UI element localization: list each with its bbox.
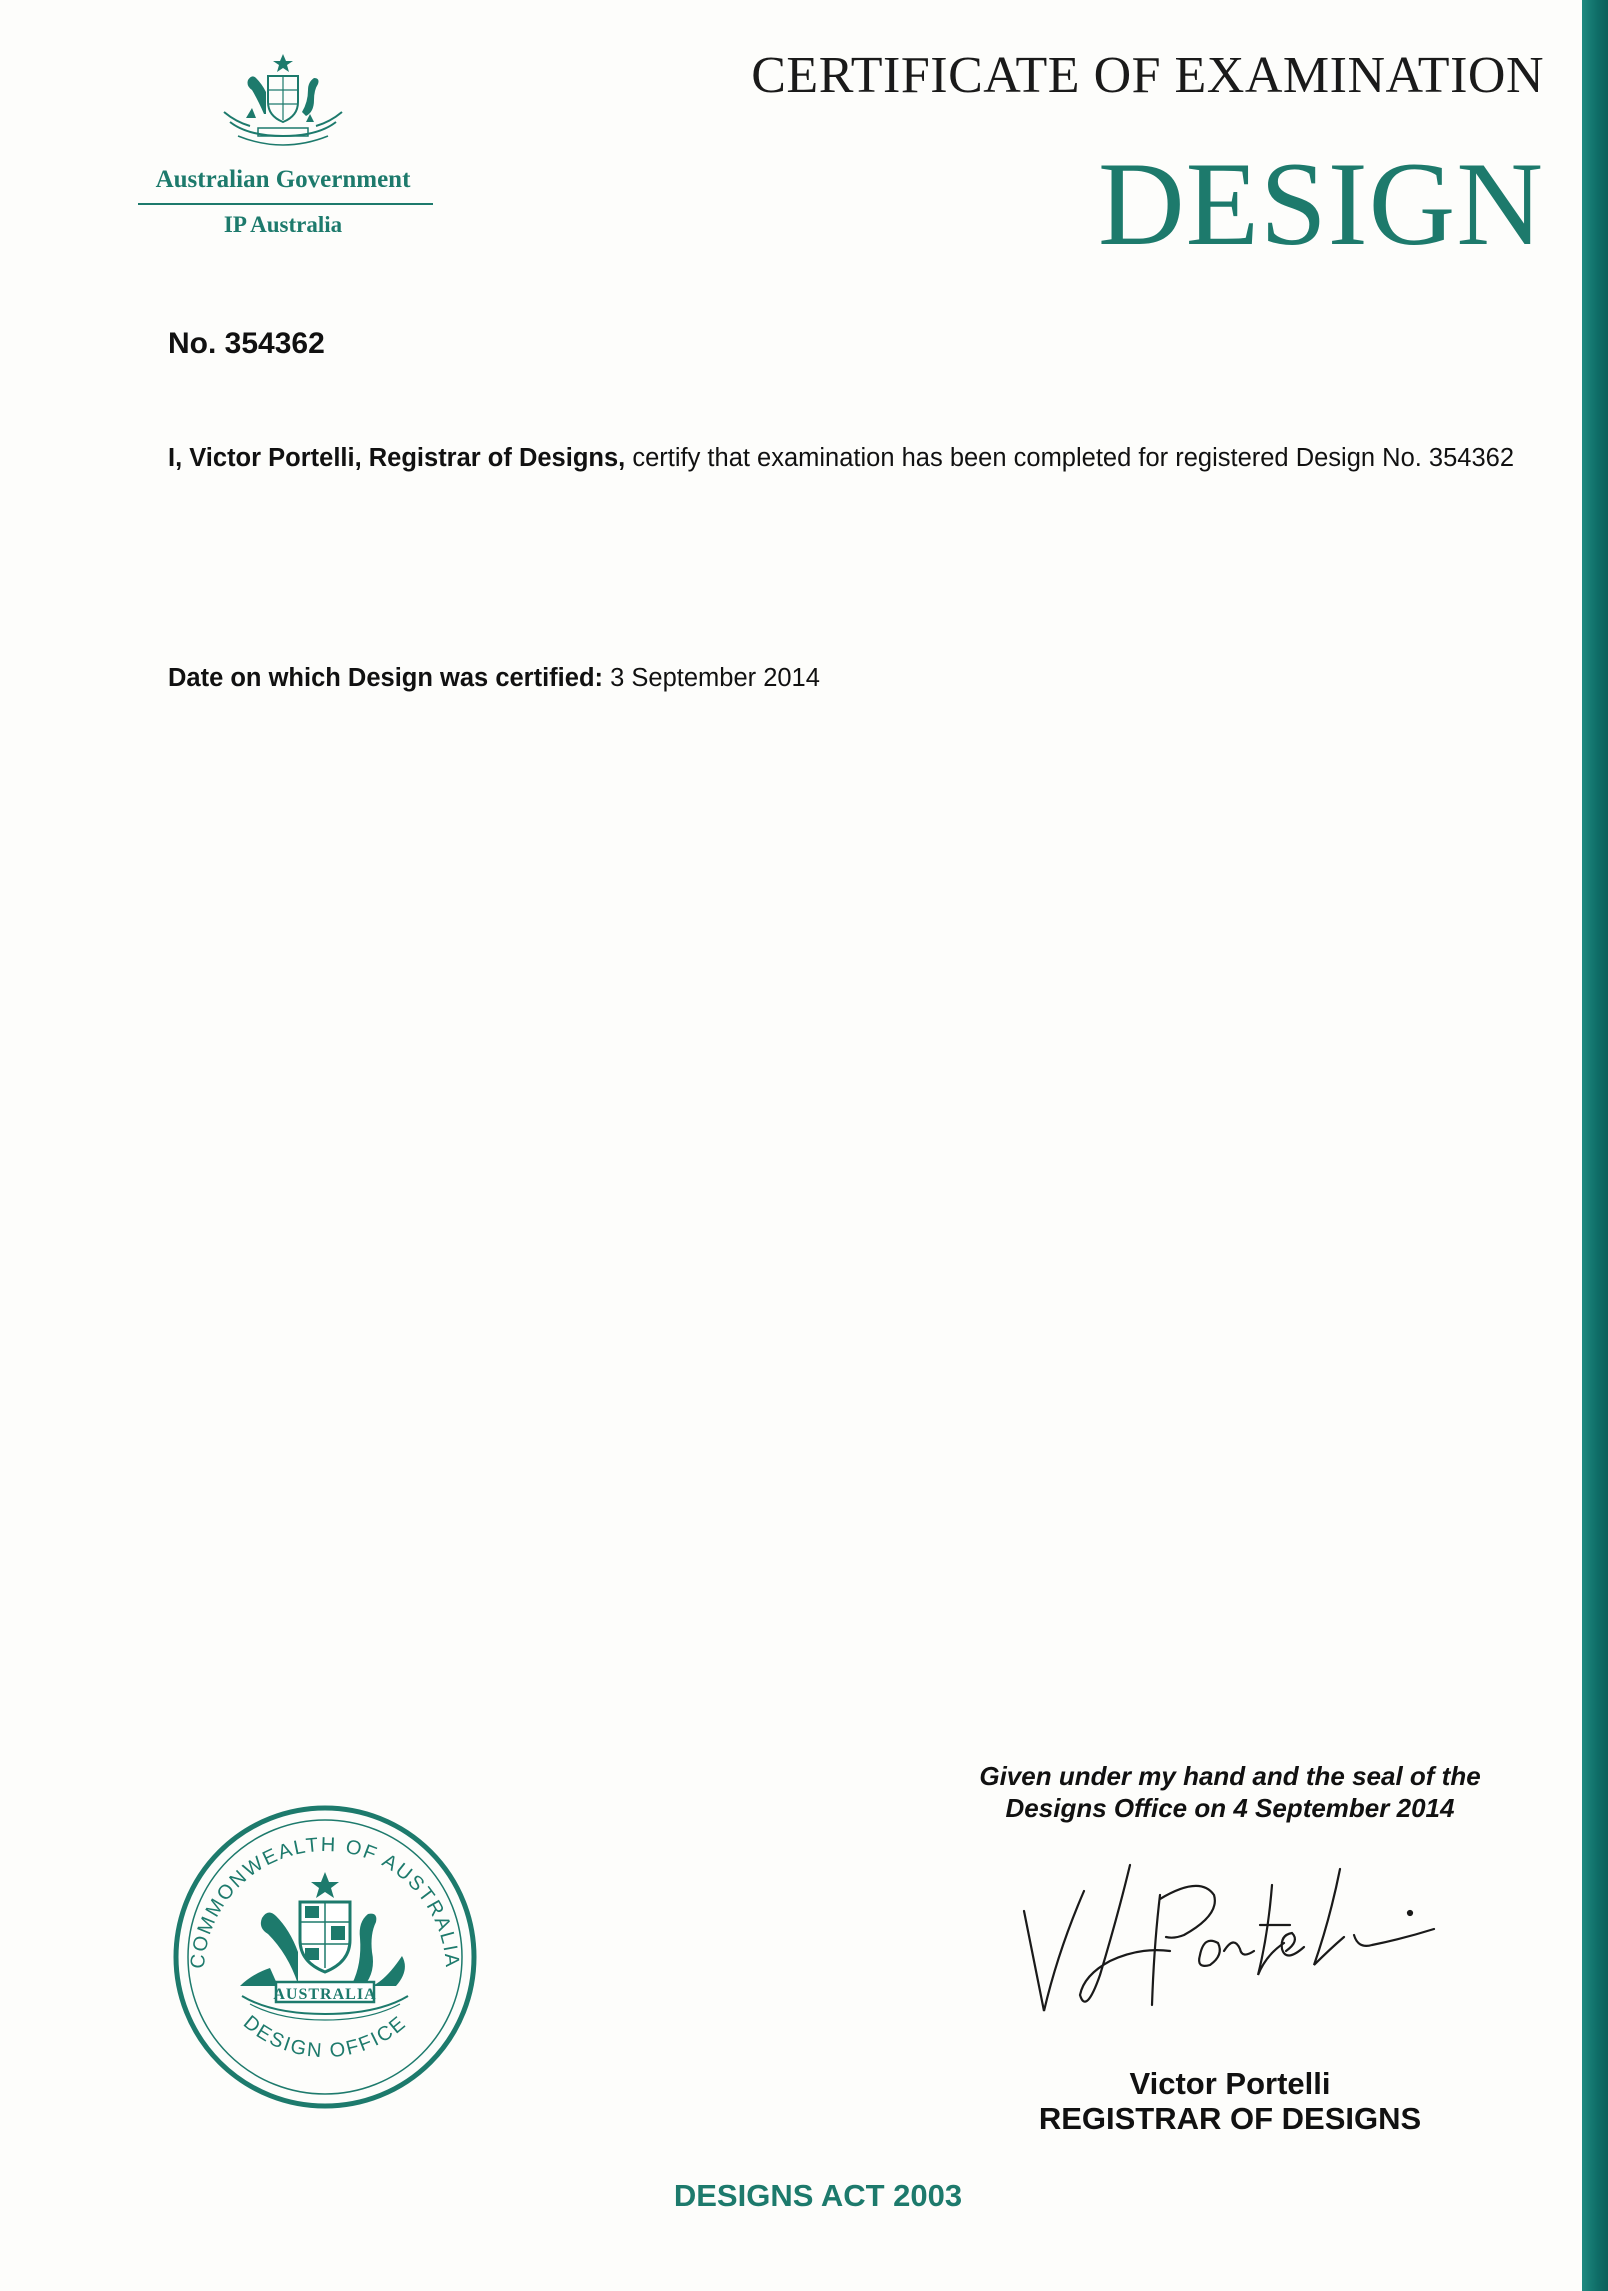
certificate-type: DESIGN — [1098, 137, 1544, 270]
certifier-name: I, Victor Portelli, Registrar of Designs, — [168, 444, 626, 472]
signer-title: REGISTRAR OF DESIGNS — [1038, 2101, 1422, 2136]
given-under-hand-text — [930, 1760, 1530, 1824]
given-line-2: Designs Office on 4 September 2014 — [1005, 1793, 1455, 1823]
design-office-seal-icon — [172, 1804, 478, 2110]
seal-bottom-text: DESIGN OFFICE — [239, 2011, 411, 2063]
date-label: Date on which Design was certified: — [168, 664, 604, 692]
certificate-title: CERTIFICATE OF EXAMINATION — [751, 47, 1544, 104]
agency-name: IP Australia — [223, 212, 343, 237]
signature-icon — [1010, 1855, 1450, 2035]
seal-ribbon-text: AUSTRALIA — [273, 1986, 377, 2003]
svg-text:DESIGN OFFICE — [239, 2011, 411, 2062]
side-color-bar — [1582, 0, 1608, 2291]
certification-text: certify that examination has been completed for registered Design No. 354362 — [632, 444, 1515, 472]
number-label: No. — [168, 327, 217, 360]
logo-divider — [138, 203, 433, 205]
date-value: 3 September 2014 — [610, 664, 820, 692]
certificate-number — [168, 327, 325, 361]
seal-outer-text: COMMONWEALTH OF AUSTRALIA — [186, 1833, 464, 1970]
designs-act: DESIGNS ACT 2003 — [673, 2178, 963, 2213]
coat-of-arms-icon — [198, 52, 368, 162]
certified-date — [168, 664, 820, 693]
certification-statement — [168, 443, 1548, 474]
government-name: Australian Government — [155, 166, 411, 193]
given-line-1: Given under my hand and the seal of the — [979, 1761, 1481, 1791]
number-value: 354362 — [224, 327, 325, 360]
signer-name: Victor Portelli — [1129, 2066, 1331, 2101]
